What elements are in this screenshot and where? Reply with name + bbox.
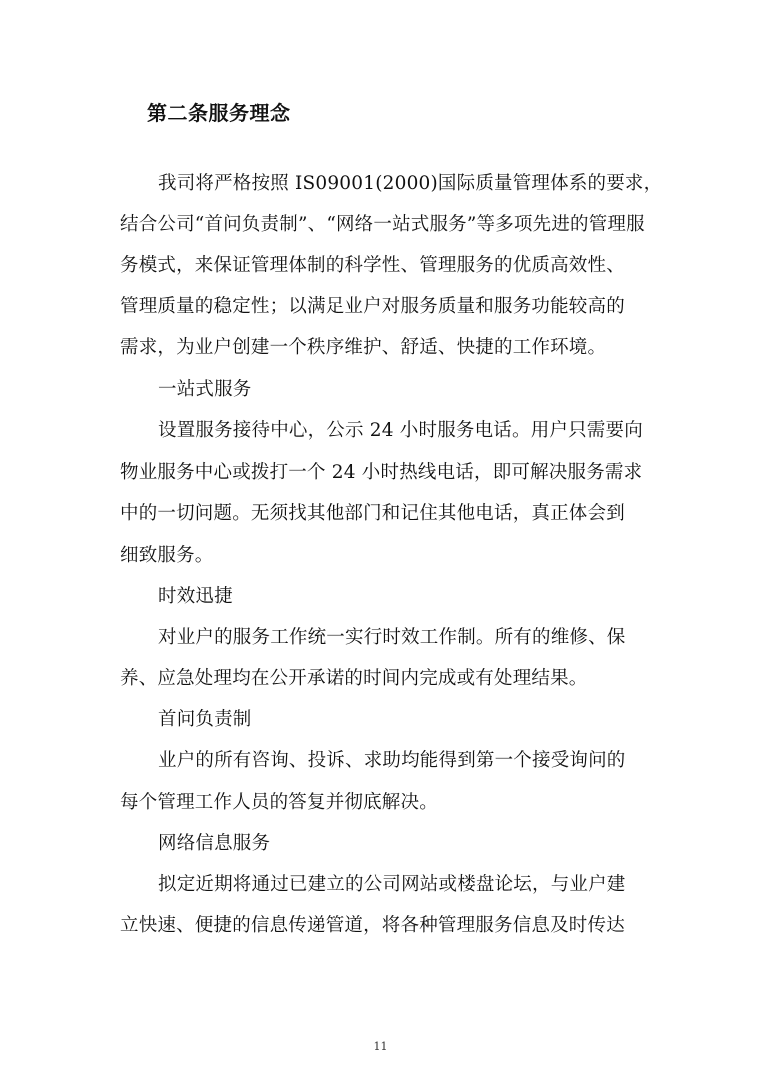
text-line: 首问负责制 bbox=[158, 709, 252, 730]
text-line: 业户的所有咨询、投诉、求助均能得到第一个接受询问的 bbox=[158, 750, 626, 771]
text-line: 对业户的服务工作统一实行时效工作制。所有的维修、保 bbox=[158, 627, 626, 648]
text-line: 务模式，来保证管理体制的科学性、管理服务的优质高效性、 bbox=[120, 255, 625, 276]
text-line: 管理质量的稳定性；以满足业户对服务质量和服务功能较高的 bbox=[120, 296, 625, 317]
text-line: 我司将严格按照 IS09001(2000)国际质量管理体系的要求， bbox=[158, 173, 663, 194]
text-line: 时效迅捷 bbox=[158, 586, 233, 607]
text-line: 养、应急处理均在公开承诺的时间内完成或有处理结果。 bbox=[120, 668, 588, 689]
text-line: 每个管理工作人员的答复并彻底解决。 bbox=[120, 792, 438, 813]
text-line: 细致服务。 bbox=[120, 545, 214, 566]
text-line: 需求，为业户创建一个秩序维护、舒适、快捷的工作环境。 bbox=[120, 337, 607, 358]
text-line: 立快速、便捷的信息传递管道，将各种管理服务信息及时传达 bbox=[120, 915, 625, 936]
text-line: 中的一切问题。无须找其他部门和记住其他电话，真正体会到 bbox=[120, 503, 625, 524]
text-line: 物业服务中心或拨打一个 24 小时热线电话，即可解决服务需求 bbox=[120, 462, 643, 483]
page-number: 11 bbox=[373, 1040, 388, 1053]
text-line: 拟定近期将通过已建立的公司网站或楼盘论坛，与业户建 bbox=[158, 874, 626, 895]
section-heading: 第二条服务理念 bbox=[147, 101, 291, 125]
text-line: 设置服务接待中心，公示 24 小时服务电话。用户只需要向 bbox=[158, 420, 643, 441]
text-line: 结合公司“首问负责制”、“网络一站式服务”等多项先进的管理服 bbox=[120, 214, 645, 235]
text-line: 网络信息服务 bbox=[158, 833, 271, 854]
text-line: 一站式服务 bbox=[158, 379, 252, 400]
